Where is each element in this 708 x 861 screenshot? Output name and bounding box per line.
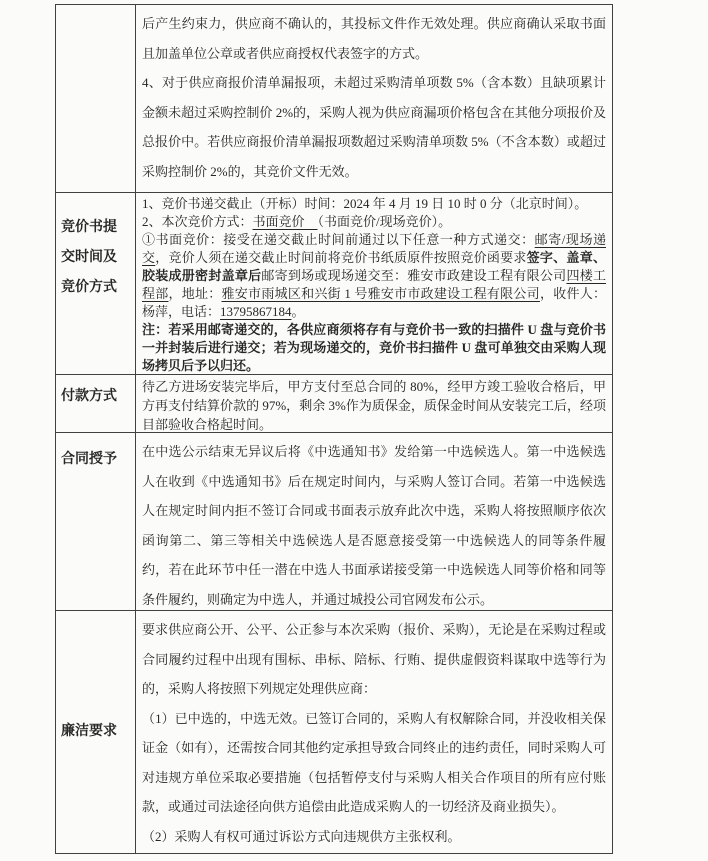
underlined-text: 四楼工程部 bbox=[142, 268, 606, 301]
text-run: 邮寄到场或现场递交至：雅安市政建设工程有限公司 bbox=[261, 268, 567, 283]
text-run: 要求供应商公开、公平、公正参与本次采购（报价、采购），无论是在采购过程或合同履约过程中出现有围标、串标、陪标、行贿、提供虚假资料谋取中选等行为的，采购人将按照下列规定处理供应商： bbox=[142, 622, 606, 696]
text-run: 4、对于供应商报价清单漏报项，未超过采购清单项数 5%（含本数）且缺项累计金额未超过采购控制价 2%的，采购人视为供应商漏项价格包含在其他分项报价及总报价中。若供应商报价清单漏报项数超过采购清单项数 5%（不含本数）或超过采购控制价 2%的，其竞价文件无效。 bbox=[142, 75, 606, 179]
table-row bbox=[56, 432, 612, 610]
bold-text: 签字、盖章、胶装成册密封盖章后 bbox=[142, 250, 606, 283]
text-run: （1）已中选的，中选无效。已签订合同的，采购人有权解除合同，并没收相关保证金（如有），还需按合同其他约定承担导致合同终止的违约责任，同时采购人可对违规方单位采取必要措施（包括暂停支付与采购人相关合作项目的所有应付账款，或通过司法途径向供方追偿由此造成采购人的一切经济及商业损失）。 bbox=[142, 710, 606, 814]
text-run: 2、本次竞价方式： bbox=[142, 214, 253, 229]
row-content bbox=[136, 611, 612, 853]
paragraph bbox=[142, 9, 606, 68]
terms-table bbox=[55, 4, 613, 854]
text-run: 待乙方进场安装完毕后，甲方支付至总合同的 80%，经甲方竣工验收合格后，甲方再支付结算价款的 97%，剩余 3%作为质保金，质保金时间从安装完工后，经项目部验收合格起时间。 bbox=[142, 379, 606, 432]
underlined-text: 雅安市雨城区和兴街 1 号雅安市市政建设工程有限公司 bbox=[221, 286, 540, 301]
row-label: 合同授予 bbox=[56, 433, 136, 610]
paragraph bbox=[142, 231, 606, 321]
paragraph bbox=[142, 195, 606, 213]
text-run: 1、竞价书递交截止（开标）时间：2024 年 4 月 19 日 10 时 0 分（北京时间）。 bbox=[142, 196, 588, 211]
table-row bbox=[56, 374, 612, 432]
row-content bbox=[136, 375, 612, 432]
paragraph bbox=[142, 68, 606, 186]
underlined-text: 邮寄/现场递交 bbox=[142, 232, 606, 265]
text-run: ，竞价人须在递交截止时间前将竞价书纸质原件按照竞价函要求 bbox=[155, 250, 527, 265]
paragraph bbox=[142, 437, 606, 610]
text-run: 在中选公示结束无异议后将《中选通知书》发给第一中选候选人。第一中选候选人在收到《中选通知书》后在规定时间内，与采购人签订合同。若第一中选候选人在规定时间内拒不签订合同或书面表示放弃此次中选，采购人将按照顺序依次函询第二、第三等相关中选候选人是否愿意接受第一中选候选人的同等条件履约，若在此环节中任一潜在中选人书面承诺接受第一中选候选人同等价格和同等条件履约，则确定为中选人，并通过城投公司官网发布公示。 bbox=[142, 444, 606, 607]
row-content bbox=[136, 193, 612, 374]
text-run: ①书面竞价：接受在递交截止时间前通过以下任意一种方式递交： bbox=[142, 232, 535, 247]
row-label: 廉洁要求 bbox=[56, 611, 136, 853]
underlined-text: 13795867184 bbox=[220, 304, 292, 319]
row-label: 付款方式 bbox=[56, 375, 136, 432]
text-run: 。 bbox=[291, 304, 305, 319]
text-run: （2）采购人有权可通过诉讼方式向违规供方主张权利。 bbox=[142, 828, 461, 844]
bold-text: 注：若采用邮寄递交的，各供应商须将存有与竞价书一致的扫描件 U 盘与竞价书一并封装后进行递交；若为现场递交的，竞价书扫描件 U 盘可单独交由采购人现场拷贝后予以归还。 bbox=[142, 322, 606, 373]
text-run: 后产生约束力，供应商不确认的，其投标文件作无效处理。供应商确认采取书面且加盖单位公章或者供应商授权代表签字的方式。 bbox=[142, 16, 606, 61]
paragraph bbox=[142, 822, 606, 852]
row-label: 竞价书提交时间及竞价方式 bbox=[56, 193, 136, 374]
table-row bbox=[56, 192, 612, 374]
table-row bbox=[56, 610, 612, 853]
text-run: （书面竞价/现场竞价）。 bbox=[317, 214, 452, 229]
text-run: ，收件人：杨萍，电话： bbox=[142, 286, 606, 319]
underlined-text: 书面竞价 bbox=[252, 214, 318, 229]
row-content bbox=[136, 433, 612, 610]
paragraph bbox=[142, 321, 606, 374]
paragraph bbox=[142, 213, 606, 231]
table-row bbox=[56, 5, 612, 192]
row-label bbox=[56, 5, 136, 192]
text-run: ，地址： bbox=[168, 286, 222, 301]
paragraph bbox=[142, 615, 606, 704]
paragraph bbox=[142, 377, 606, 432]
paragraph bbox=[142, 704, 606, 822]
row-content bbox=[136, 5, 612, 192]
